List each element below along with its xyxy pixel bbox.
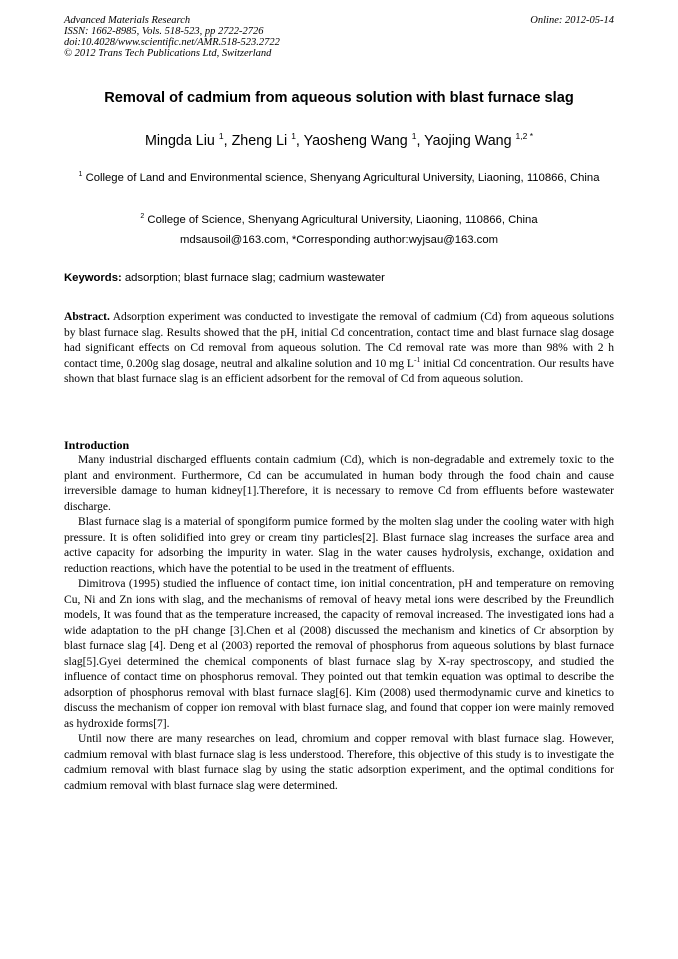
- paper-title: Removal of cadmium from aqueous solution with blast furnace slag: [104, 90, 574, 106]
- journal-header: [64, 15, 614, 59]
- affiliation-mark: 1: [78, 171, 83, 178]
- keywords-text: adsorption; blast furnace slag; cadmium wastewater: [121, 272, 385, 284]
- author-affiliation-mark: 1: [218, 131, 224, 141]
- author-affiliation-mark: 1,2 *: [515, 131, 534, 141]
- introduction-body: [64, 453, 614, 794]
- author-name: Yaojing Wang: [424, 133, 512, 149]
- affiliation-mark: 2: [140, 213, 145, 220]
- keywords: [64, 272, 614, 284]
- paragraph: Dimitrova (1995) studied the influence of contact time, ion initial concentration, pH and temperature on removing Cu, Ni and Zn ions with slag, and the mechanisms of removal of heavy metal ions were described by the Freundlich models, It was found that as the temperature increased, the capacity of removal increased. The investigated ions had a wide adaptation to the pH change [3].Chen et al (2008) discussed the mechanism and kinetics of Cr absorption by blast furnace slag [4]. Deng et al (2003) reported the removal of phosphorus from aqueous solutions by blast furnace slag[5].Gyei determined the chemical components of blast furnace slag by X-ray spectroscopy, and studied the influence of contact time on phosphorus removal. They pointed out that temkin equation was optimal to describe the adsorption of phosphorus removal with blast furnace slag[6]. Kim (2008) used thermodynamic curve and kinetics to discuss the mechanism of copper ion removal with blast furnace slag, and found that copper ion were mainly removed as hydroxide forms[7].: [64, 578, 614, 730]
- paragraph: Until now there are many researches on lead, chromium and copper removal with blast furnace slag. However, cadmium removal with blast furnace slag is less understood. Therefore, this objective of this study is to investigate the cadmium removal with blast furnace slag by using the static adsorption experiment, and the optimal conditions for cadmium removal with blast furnace slag were determined.: [64, 733, 614, 792]
- keywords-label: Keywords:: [64, 272, 122, 284]
- affiliation-1: [64, 166, 614, 187]
- unit-exponent: -1: [413, 354, 421, 364]
- author-name: Yaosheng Wang: [303, 133, 408, 149]
- journal-name: Advanced Materials Research: [64, 15, 191, 26]
- copyright-line: © 2012 Trans Tech Publications Ltd, Switzerland: [64, 48, 272, 59]
- affiliation-text: College of Land and Environmental science, Shenyang Agricultural University, Liaoning, 110866, China: [85, 172, 600, 184]
- abstract-text: Adsorption experiment was conducted to investigate the removal of cadmium (Cd) from aqueous solutions by blast furnace slag. Results showed that the pH, initial Cd concentration, contact time and blast furnace slag dosage had significant effects on Cd removal from aqueous solution. The Cd removal rate was more than 98% with 2 h contact time, 0.200g slag dosage, neutral and alkaline solution and 10 mg L: [64, 311, 614, 370]
- paragraph: Many industrial discharged effluents contain cadmium (Cd), which is non-degradable and extremely toxic to the plant and environment. Furthermore, Cd can be accumulated in human body through the food chain and cause irreversible damage to human kidney[1].Therefore, it is necessary to remove Cd from effluents before wastewater discharge.: [64, 454, 614, 513]
- author-list: Mingda Liu $^1$, Zheng Li $^1$, Yaosheng Wang $^1$, Yaojing Wang $^{1,2 *}$: [144, 131, 534, 149]
- introduction-heading: Introduction: [64, 438, 130, 452]
- author-name: Zheng Li: [231, 133, 288, 149]
- online-date: Online: 2012-05-14: [530, 15, 614, 26]
- affiliation-text: College of Science, Shenyang Agricultural University, Liaoning, 110866, China: [147, 214, 538, 226]
- author-name: Mingda Liu: [144, 133, 215, 149]
- paragraph: Blast furnace slag is a material of spongiform pumice formed by the molten slag under the cooling water with high pressure. It is often solidified into grey or cream tiny particles[2]. Blast furnace slag increases the surface area and active capacity for adsorbing the impurity in water. Slag in the water causes hydrolysis, exchange, oxidation and reduction reactions, which have the potential to be used in the treatment of effluents.: [64, 516, 614, 575]
- author-affiliation-mark: 1: [291, 131, 296, 141]
- abstract: [64, 310, 614, 388]
- author-emails: mdsausoil@163.com, *Corresponding author:wyjsau@163.com: [179, 234, 499, 246]
- issn-line: ISSN: 1662-8985, Vols. 518-523, pp 2722-2726: [64, 26, 264, 37]
- affiliation-2: [64, 208, 614, 229]
- abstract-label: Abstract.: [64, 311, 110, 323]
- abstract-text-end: initial Cd concentration. Our results have shown that blast furnace slag is an efficient adsorbent for the removal of Cd from aqueous solution.: [64, 357, 614, 385]
- doi-line: doi:10.4028/www.scientific.net/AMR.518-523.2722: [64, 37, 280, 48]
- author-affiliation-mark: 1: [411, 131, 417, 141]
